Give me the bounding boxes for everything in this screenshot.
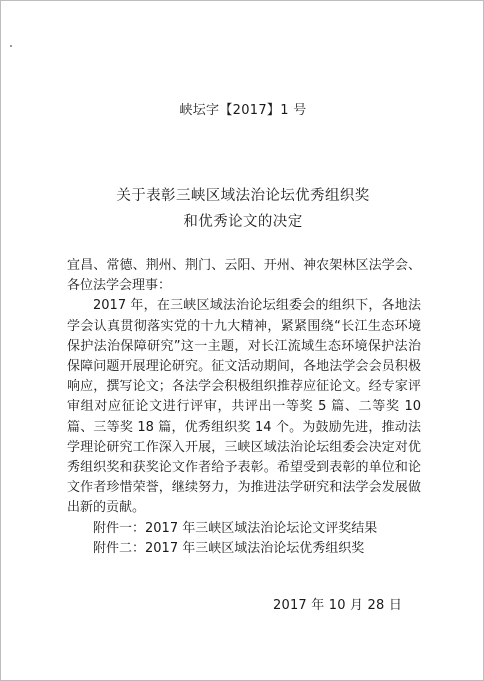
document-number: 峡坛字【2017】1 号 <box>179 103 307 118</box>
document-body <box>67 256 421 559</box>
document-title-line-1: 关于表彰三峡区域法治论坛优秀组织奖 <box>116 188 370 204</box>
document-date: 2017 年 10 月 28 日 <box>273 598 403 613</box>
body-paragraph: 2017 年，在三峡区域法治论坛组委会的组织下，各地法学会认真贯彻落实党的十九大精神，紧紧围绕“长江生态环境保护法治保障研究”这一主题，对长江流域生态环境保护法治保障问题开展理论研究。征文活动期间，各地法学会会员积极响应，撰写论文；各法学会积极组织推荐应征论文。经专家评审组对应征论文进行评审，共评出一等奖 5 篇、二等奖 10 篇、三等奖 18 篇，优秀组织奖 14 个。为鼓励先进，推动法学理论研究工作深入开展，三峡区域法治论坛组委会决定对优秀组织奖和获奖论文作者给予表彰。希望受到表彰的单位和论文作者珍惜荣誉，继续努力，为推进法学研究和法学会发展做出新的贡献。 <box>67 298 421 516</box>
recipients: 宜昌、常德、荆州、荆门、云阳、开州、神农架林区法学会、各位法学会理事： <box>67 258 421 294</box>
attachment-1: 附件一：2017 年三峡区域法治论坛论文评奖结果 <box>93 520 378 536</box>
attachment-2: 附件二：2017 年三峡区域法治论坛优秀组织奖 <box>93 540 365 556</box>
document-title-line-2: 和优秀论文的决定 <box>183 214 303 230</box>
scan-speck <box>10 45 12 47</box>
